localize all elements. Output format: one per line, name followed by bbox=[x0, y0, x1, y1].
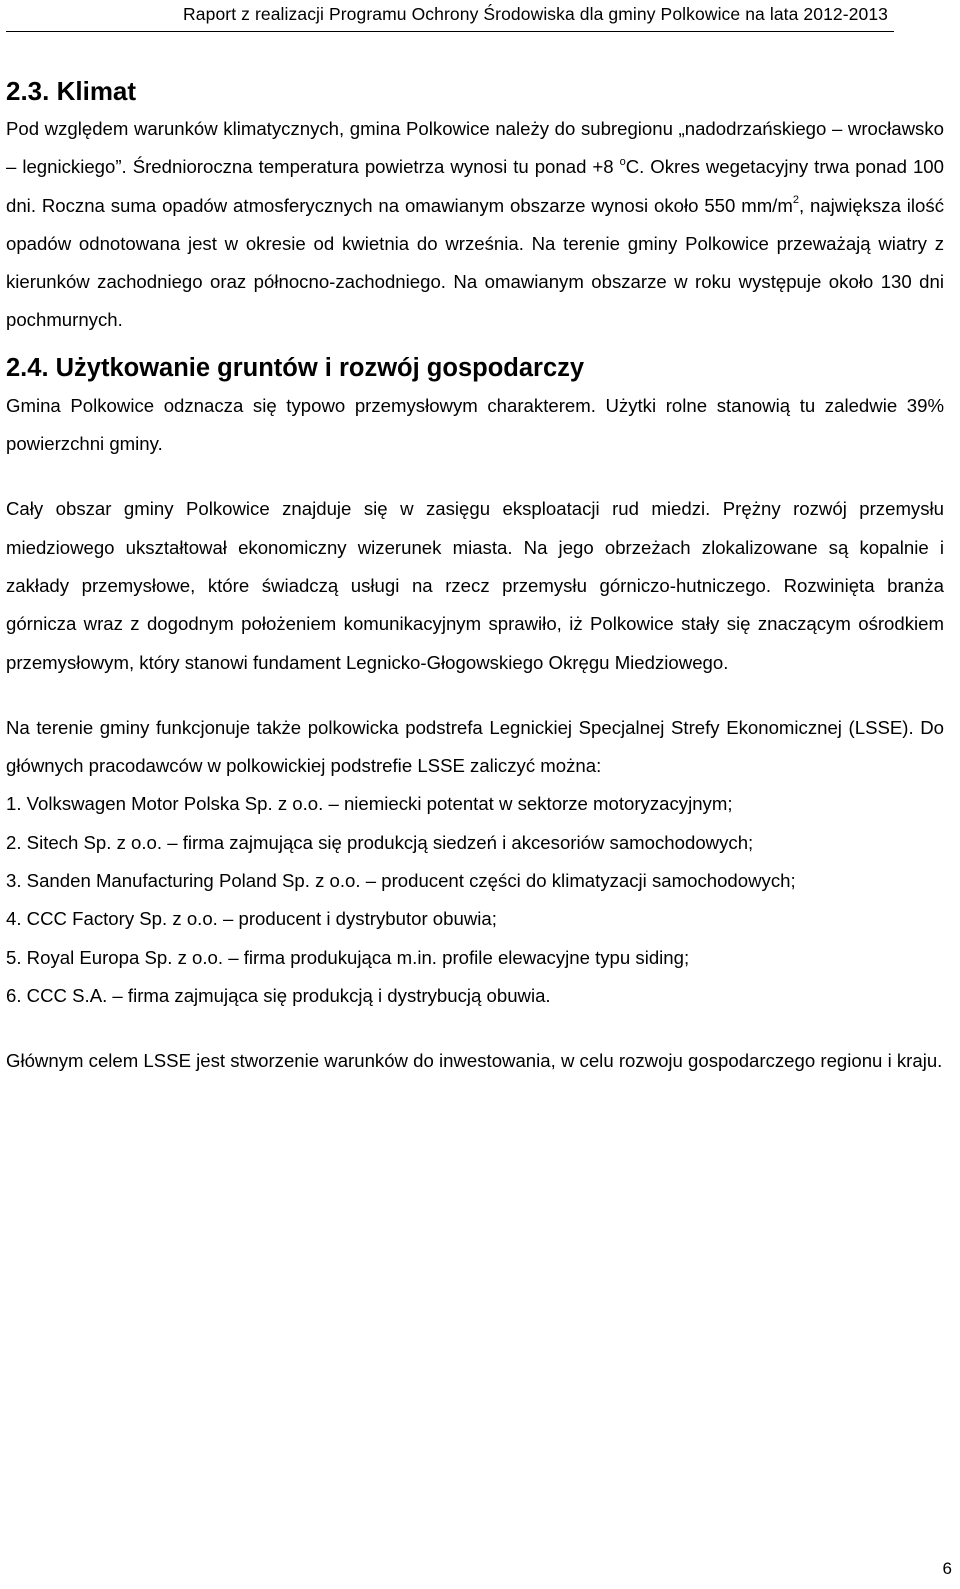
climate-text-part-2: C. Okres wegetacyjny trwa ponad 100 dni. Roczna suma opadów atmosferycznych na omawianym obszarze wynosi około 550 mm/m bbox=[6, 156, 944, 216]
running-header: Raport z realizacji Programu Ochrony Środowiska dla gminy Polkowice na lata 2012-2013 bbox=[183, 4, 888, 24]
section-heading-climate: 2.3. Klimat bbox=[6, 76, 137, 106]
list-item: 1. Volkswagen Motor Polska Sp. z o.o. – niemiecki potentat w sektorze motoryzacyjnym; bbox=[6, 793, 733, 815]
paragraph-land-use-intro: Gmina Polkowice odznacza się typowo przemysłowym charakterem. Użytki rolne stanowią tu zaledwie 39% powierzchni gminy. bbox=[6, 394, 944, 455]
square-superscript: 2 bbox=[792, 194, 799, 207]
climate-text-part-1: Pod względem warunków klimatycznych, gmina Polkowice należy do subregionu „nadodrzańskiego – wrocławsko – legnickiego”. Średnioroczna temperatura powietrza wynosi tu ponad +8 bbox=[6, 118, 944, 178]
page-content bbox=[6, 72, 944, 1081]
paragraph-lsse: Na terenie gminy funkcjonuje także polkowicka podstrefa Legnickiej Specjalnej Strefy Ekonomicznej (LSSE). Do głównych pracodawców w polkowickiej podstrefie LSSE zaliczyć można: bbox=[6, 716, 944, 777]
list-item: 4. CCC Factory Sp. z o.o. – producent i dystrybutor obuwia; bbox=[6, 908, 497, 930]
list-item: 2. Sitech Sp. z o.o. – firma zajmująca się produkcją siedzeń i akcesoriów samochodowych; bbox=[6, 831, 754, 853]
paragraph-lsse-goal: Głównym celem LSSE jest stworzenie warunków do inwestowania, w celu rozwoju gospodarczego regionu i kraju. bbox=[6, 1050, 943, 1072]
list-item: 6. CCC S.A. – firma zajmująca się produkcją i dystrybucją obuwia. bbox=[6, 984, 551, 1006]
degree-superscript: o bbox=[619, 156, 626, 169]
list-item: 5. Royal Europa Sp. z o.o. – firma produkująca m.in. profile elewacyjne typu siding; bbox=[6, 946, 690, 968]
paragraph-copper-industry: Cały obszar gminy Polkowice znajduje się w zasięgu eksploatacji rud miedzi. Prężny rozwój przemysłu miedziowego ukształtował ekonomiczny wizerunek miasta. Na jego obrzeżach zlokalizowane są kopalnie i zakłady przemysłowe, które świadczą usługi na rzecz przemysłu górniczo-hutniczego. Rozwinięta branża górnicza wraz z dogodnym położeniem komunikacyjnym sprawiło, iż Polkowice stały się znaczącym ośrodkiem przemysłowym, który stanowi fundament Legnicko-Głogowskiego Okręgu Miedziowego. bbox=[6, 498, 944, 673]
employers-list bbox=[6, 785, 944, 1015]
climate-text-part-3: , największa ilość opadów odnotowana jest w okresie od kwietnia do września. Na terenie gminy Polkowice przeważają wiatry z kierunków zachodniego oraz północno-zachodniego. Na omawianym obszarze w roku występuje około 130 dni pochmurnych. bbox=[6, 194, 944, 331]
header-rule bbox=[6, 31, 894, 32]
page-number: 6 bbox=[942, 1559, 952, 1578]
list-item: 3. Sanden Manufacturing Poland Sp. z o.o. – producent części do klimatyzacji samochodowych; bbox=[6, 870, 796, 892]
paragraph-climate bbox=[6, 110, 944, 340]
section-heading-land-use: 2.4. Użytkowanie gruntów i rozwój gospodarczy bbox=[6, 353, 585, 382]
